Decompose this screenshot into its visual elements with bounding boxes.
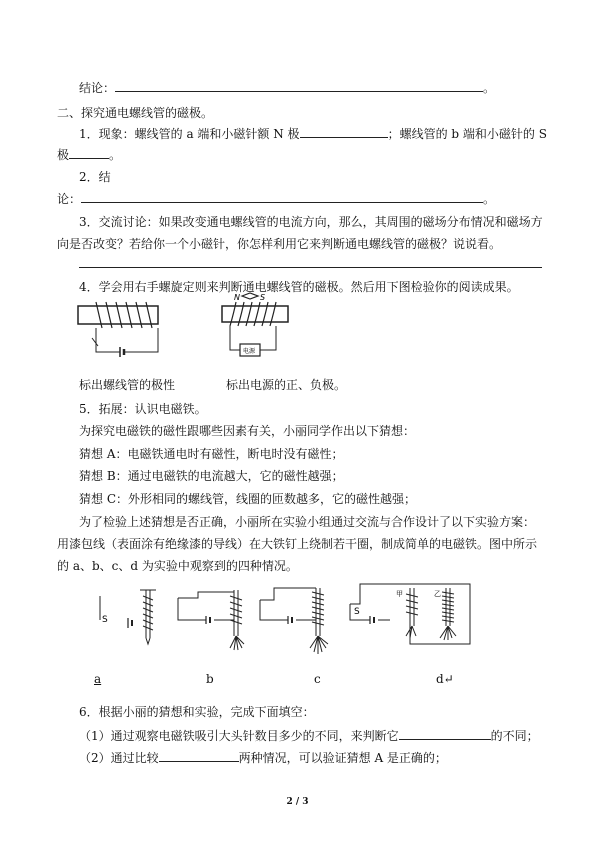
compass-n-label: N: [234, 293, 240, 302]
figure-caption-left: 标出螺线管的极性: [79, 378, 176, 392]
question-2-blank[interactable]: [159, 750, 239, 762]
conclusion-blank[interactable]: [115, 80, 483, 92]
plan-line3: 的 a、b、c、d 为实验中观察到的四种情况。: [57, 559, 298, 573]
nail-jia-label: 甲: [396, 590, 403, 598]
svg-text:S: S: [102, 615, 108, 625]
question-1-blank[interactable]: [399, 728, 491, 740]
item-1-text-d: 。: [109, 148, 122, 162]
left-wire-b: [110, 328, 158, 352]
item-2-text-b: 论：: [57, 192, 82, 206]
item-2-line1: 2．结: [79, 170, 111, 184]
item-3-line2: 向是否改变？若给你一个小磁针，你怎样利用它来判断通电螺线管的磁极？说说看。: [57, 237, 502, 251]
figure-label-a: a: [94, 672, 102, 686]
hypothesis-b: 猜想 B：通过电磁铁的电流越大，它的磁性越强；: [79, 469, 344, 483]
switch-label: S: [354, 607, 360, 617]
intro-text: 为探究电磁铁的磁性跟哪些因素有关，小丽同学作出以下猜想：: [79, 424, 416, 438]
left-switch: [92, 338, 98, 346]
nail-yi-label: 乙: [434, 590, 441, 598]
hypothesis-a: 猜想 A：电磁铁通电时有磁性，断电时没有磁性；: [79, 447, 344, 461]
conclusion-label: 结论：: [79, 81, 116, 95]
item-2-line2: [57, 191, 495, 206]
compass-s-label: S: [260, 293, 266, 302]
right-wire: [230, 326, 276, 350]
figure-label-d: d↵: [436, 672, 454, 686]
item-1-text-b: ；螺线管的 b 端和小磁针的 S: [387, 127, 547, 141]
question-2-text-b: 两种情况，可以验证猜想 A 是正确的；: [238, 751, 447, 765]
setup-d: [350, 584, 470, 644]
question-1: [79, 728, 539, 743]
question-2-text-a: （2）通过比较: [79, 751, 159, 765]
item-2-period: 。: [483, 192, 496, 206]
item-1-text-c: 极: [57, 148, 70, 162]
item-1-line1: [79, 126, 547, 141]
item-3-answer-line[interactable]: [79, 267, 542, 268]
setup-c: [260, 588, 328, 654]
solenoid-figure: [70, 292, 370, 372]
figure-label-c: c: [314, 672, 321, 686]
question-1-text-a: （1）通过观察电磁铁吸引大头针数目多少的不同，来判断它: [79, 729, 399, 743]
item-1-blank-1[interactable]: [300, 126, 388, 138]
item-1-line2: [57, 147, 121, 162]
item-1-text-a: 1．现象：螺线管的 a 端和小磁针额 N 极: [79, 127, 300, 141]
plan-line1: 为了检验上述猜想是否正确，小丽所在实验小组通过交流与合作设计了以下实验方案：: [79, 515, 536, 529]
power-source-label: 电源: [243, 348, 256, 355]
plan-line2: 用漆包线（表面涂有绝缘漆的导线）在大铁钉上绕制若干圈，制成简单的电磁铁。图中所示: [57, 537, 538, 551]
setup-a: [100, 590, 156, 644]
figure-label-b: b: [206, 672, 214, 686]
page-number: 2 / 3: [286, 797, 309, 807]
item-2-blank[interactable]: [81, 191, 483, 203]
item-6-text: 6．根据小丽的猜想和实验，完成下面填空：: [79, 705, 315, 719]
conclusion-period: 。: [483, 81, 496, 95]
hypothesis-c: 猜想 C：外形相同的螺线管，线圈的匝数越多，它的磁性越强；: [79, 492, 416, 506]
question-2: [79, 750, 447, 765]
compass-needle: [242, 293, 258, 299]
item-3-line1: 3．交流讨论：如果改变通电螺线管的电流方向，那么，其周围的磁场分布情况和磁场方: [79, 215, 543, 229]
item-5-text: 5．拓展：认识电磁铁。: [79, 402, 207, 416]
left-wire-a: [96, 328, 110, 352]
conclusion-line: [79, 80, 495, 95]
item-1-blank-2[interactable]: [69, 147, 109, 159]
electromagnet-figure: [90, 578, 480, 668]
section-2-title: 二、探究通电螺线管的磁极。: [57, 106, 214, 120]
item-4-text: 4．学会用右手螺旋定则来判断通电螺线管的磁极。然后用下图检验你的阅读成果。: [79, 280, 519, 294]
question-1-text-b: 的不同；: [490, 729, 539, 743]
figure-caption-right: 标出电源的正、负极。: [226, 378, 347, 392]
setup-b: [178, 590, 244, 650]
